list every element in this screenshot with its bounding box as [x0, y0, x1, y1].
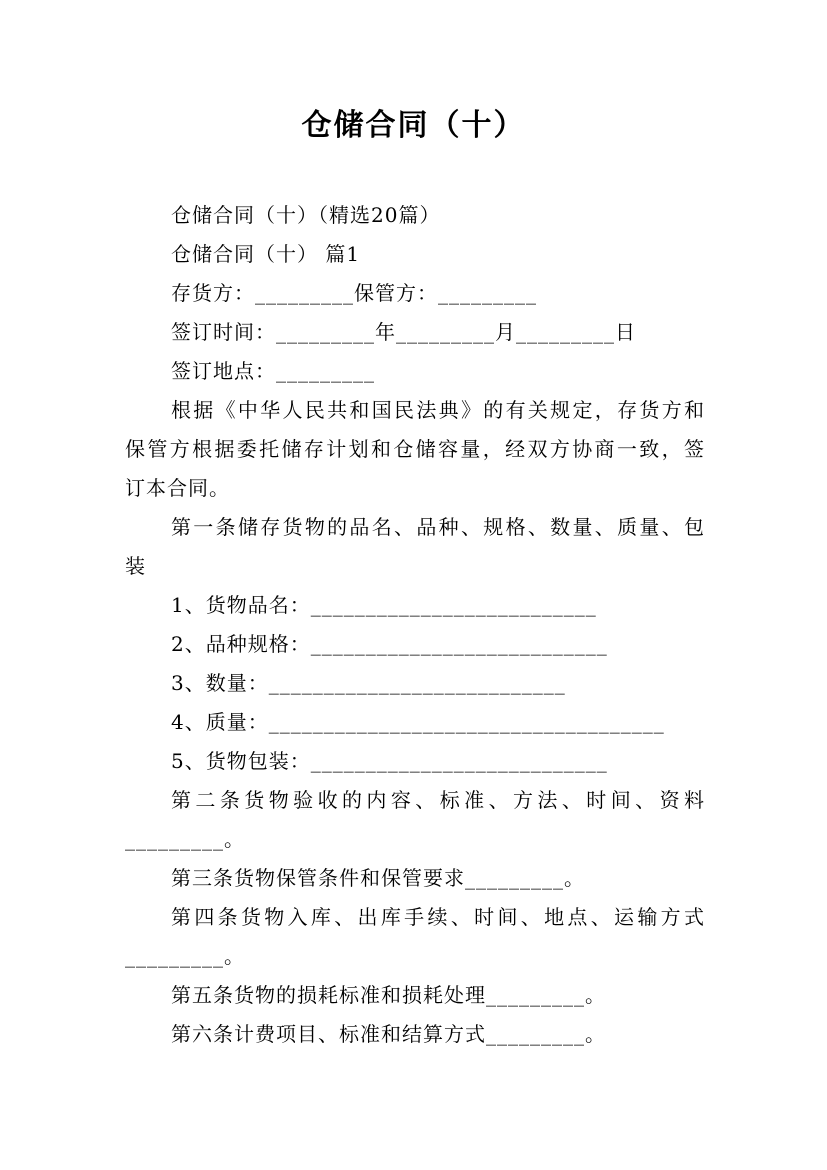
text-line: 第二条货物验收的内容、标准、方法、时间、资料: [171, 788, 705, 812]
text-line: _________。: [125, 944, 245, 968]
text-line: 第六条计费项目、标准和结算方式_________。: [171, 1022, 606, 1046]
text-line: 第四条货物入库、出库手续、时间、地点、运输方式: [171, 905, 705, 929]
text-line: 存货方：_________保管方：_________: [171, 281, 537, 305]
text-line: 1、货物品名：__________________________: [171, 593, 597, 617]
text-line: 仓储合同（十）（精选20篇）: [171, 203, 441, 227]
text-line: 2、品种规格：___________________________: [171, 632, 608, 656]
text-line: 5、货物包装：___________________________: [171, 749, 608, 773]
text-line: 签订时间：_________年_________月_________日: [171, 320, 636, 344]
document-title: 仓储合同（十）: [301, 108, 526, 143]
text-line: _________。: [125, 827, 245, 851]
text-line: 仓储合同（十） 篇1: [171, 242, 361, 266]
text-line: 保管方根据委托储存计划和仓储容量，经双方协商一致，签: [125, 437, 705, 461]
text-line: 第一条储存货物的品名、品种、规格、数量、质量、包: [171, 515, 705, 539]
text-line: 4、质量：____________________________________: [171, 710, 665, 734]
text-line: 3、数量：___________________________: [171, 671, 566, 695]
text-line: 第三条货物保管条件和保管要求_________。: [171, 866, 585, 890]
text-line: 第五条货物的损耗标准和损耗处理_________。: [171, 983, 606, 1007]
text-line: 根据《中华人民共和国民法典》的有关规定，存货方和: [171, 398, 705, 422]
text-line: 订本合同。: [125, 476, 230, 500]
text-line: 签订地点：_________: [171, 359, 375, 383]
text-line: 装: [125, 554, 146, 578]
